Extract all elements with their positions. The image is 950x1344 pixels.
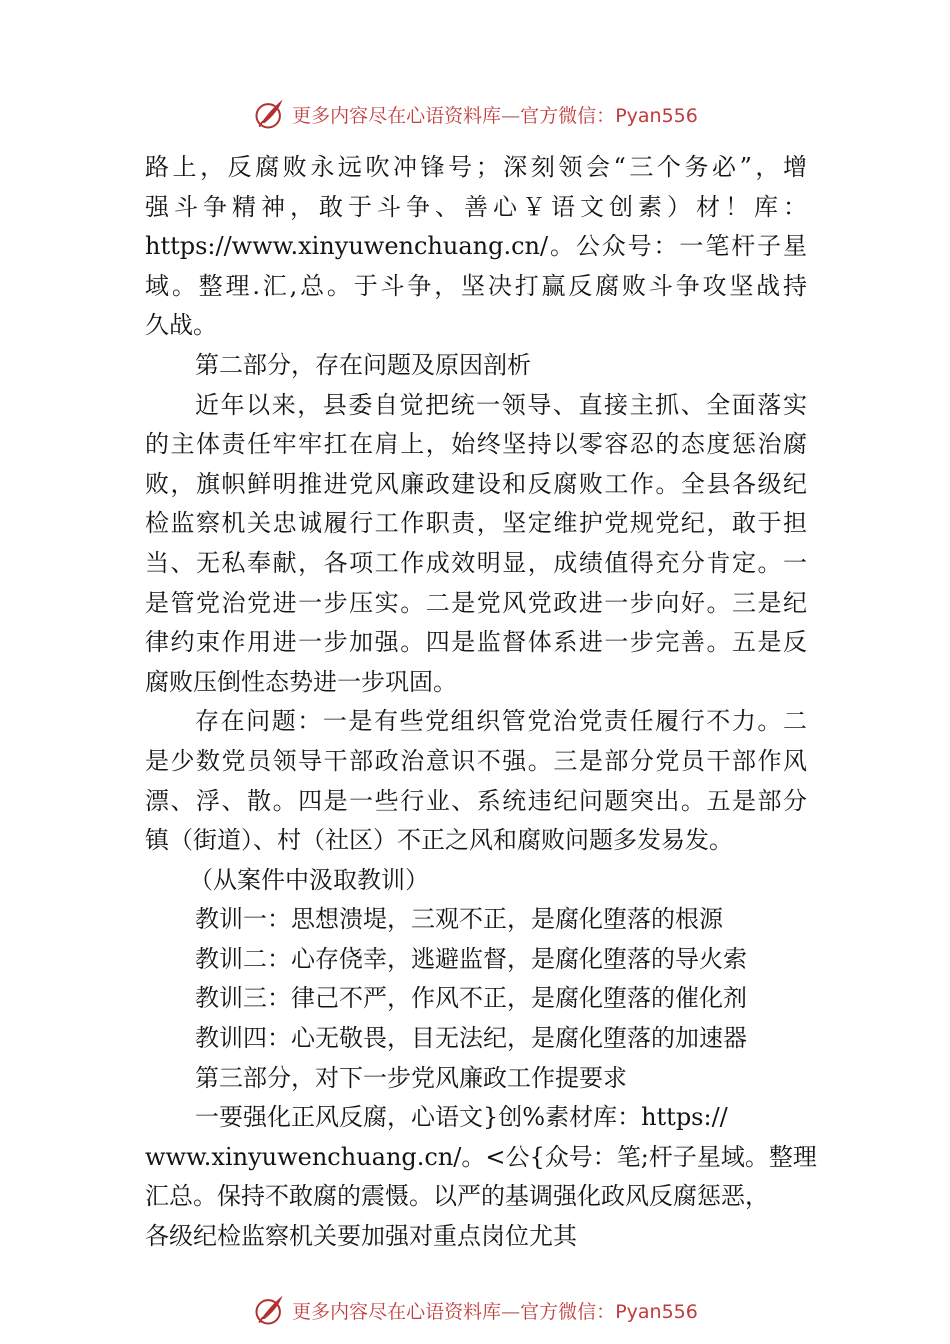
lesson-item: 教训四：心无敬畏，目无法纪，是腐化堕落的加速器 xyxy=(195,1024,747,1053)
watermark-separator: — xyxy=(501,104,521,127)
text-line: 域。整理.汇,总。于斗争，坚决打赢反腐败斗争攻坚战持 xyxy=(145,271,807,300)
section-heading: 第二部分，存在问题及原因剖析 xyxy=(195,350,531,379)
lesson-item: 教训二：心存侥幸，逃避监督，是腐化堕落的导火索 xyxy=(195,944,747,973)
text-line: https://www.xinyuwenchuang.cn/。公众号：一笔杆子星 xyxy=(145,232,807,261)
text-line: 久战。 xyxy=(145,311,217,340)
watermark-text xyxy=(292,101,698,128)
lesson-item: 教训一：思想溃堤，三观不正，是腐化堕落的根源 xyxy=(195,905,723,934)
watermark-header xyxy=(0,94,950,134)
text-line: 镇（街道）、村（社区）不正之风和腐败问题多发易发。 xyxy=(145,826,733,855)
text-line: 律约束作用进一步加强。四是监督体系进一步完善。五是反 xyxy=(145,628,807,657)
watermark-footer xyxy=(0,1290,950,1330)
text-line: 的主体责任牢牢扛在肩上，始终坚持以零容忍的态度惩治腐 xyxy=(145,430,807,459)
watermark-separator: — xyxy=(501,1300,521,1323)
text-line: 漂、浮、散。四是一些行业、系统违纪问题突出。五是部分 xyxy=(145,786,807,815)
quill-logo-icon xyxy=(252,1292,288,1328)
watermark-wechat-label: 官方微信： xyxy=(520,1300,616,1323)
text-line: 存在问题：一是有些党组织管党治党责任履行不力。二 xyxy=(195,707,807,736)
text-line: 败，旗帜鲜明推进党风廉政建设和反腐败工作。全县各级纪 xyxy=(145,469,807,498)
section-heading: 第三部分，对下一步党风廉政工作提要求 xyxy=(195,1063,627,1092)
text-line: 强斗争精神，敢于斗争、善心￥语文创素）材！库： xyxy=(145,192,807,221)
text-line: 各级纪检监察机关要加强对重点岗位尤其 xyxy=(145,1222,577,1251)
text-line: 当、无私奉献，各项工作成效明显，成绩值得充分肯定。一 xyxy=(145,548,807,577)
watermark-wechat-id: Pyan556 xyxy=(615,1300,698,1323)
watermark-site-text: 更多内容尽在心语资料库 xyxy=(292,1300,502,1323)
text-line: 一要强化正风反腐，心语文}创%素材库：https:// xyxy=(195,1103,728,1132)
text-line: 是管党治党进一步压实。二是党风党政进一步向好。三是纪 xyxy=(145,588,807,617)
text-line: 汇总。保持不敢腐的震慑。以严的基调强化政风反腐惩恶， xyxy=(145,1182,769,1211)
text-line: 近年以来，县委自觉把统一领导、直接主抓、全面落实 xyxy=(195,390,807,419)
text-line: 是少数党员领导干部政治意识不强。三是部分党员干部作风 xyxy=(145,746,807,775)
text-line: www.xinyuwenchuang.cn/。<公{众号：笔;杆子星域。整理 xyxy=(145,1142,817,1171)
text-line: 检监察机关忠诚履行工作职责，坚定维护党规党纪，敢于担 xyxy=(145,509,807,538)
watermark-text xyxy=(292,1297,698,1324)
lesson-item: 教训三：律己不严，作风不正，是腐化堕落的催化剂 xyxy=(195,984,747,1013)
quill-logo-icon xyxy=(252,96,288,132)
text-line: 路上，反腐败永远吹冲锋号；深刻领会“三个务必”，增 xyxy=(145,153,807,181)
watermark-wechat-id: Pyan556 xyxy=(615,104,698,127)
text-line: 腐败压倒性态势进一步巩固。 xyxy=(145,667,457,696)
watermark-site-text: 更多内容尽在心语资料库 xyxy=(292,104,502,127)
document-body xyxy=(145,148,817,1257)
watermark-wechat-label: 官方微信： xyxy=(520,104,616,127)
subsection-heading: （从案件中汲取教训） xyxy=(189,865,429,894)
